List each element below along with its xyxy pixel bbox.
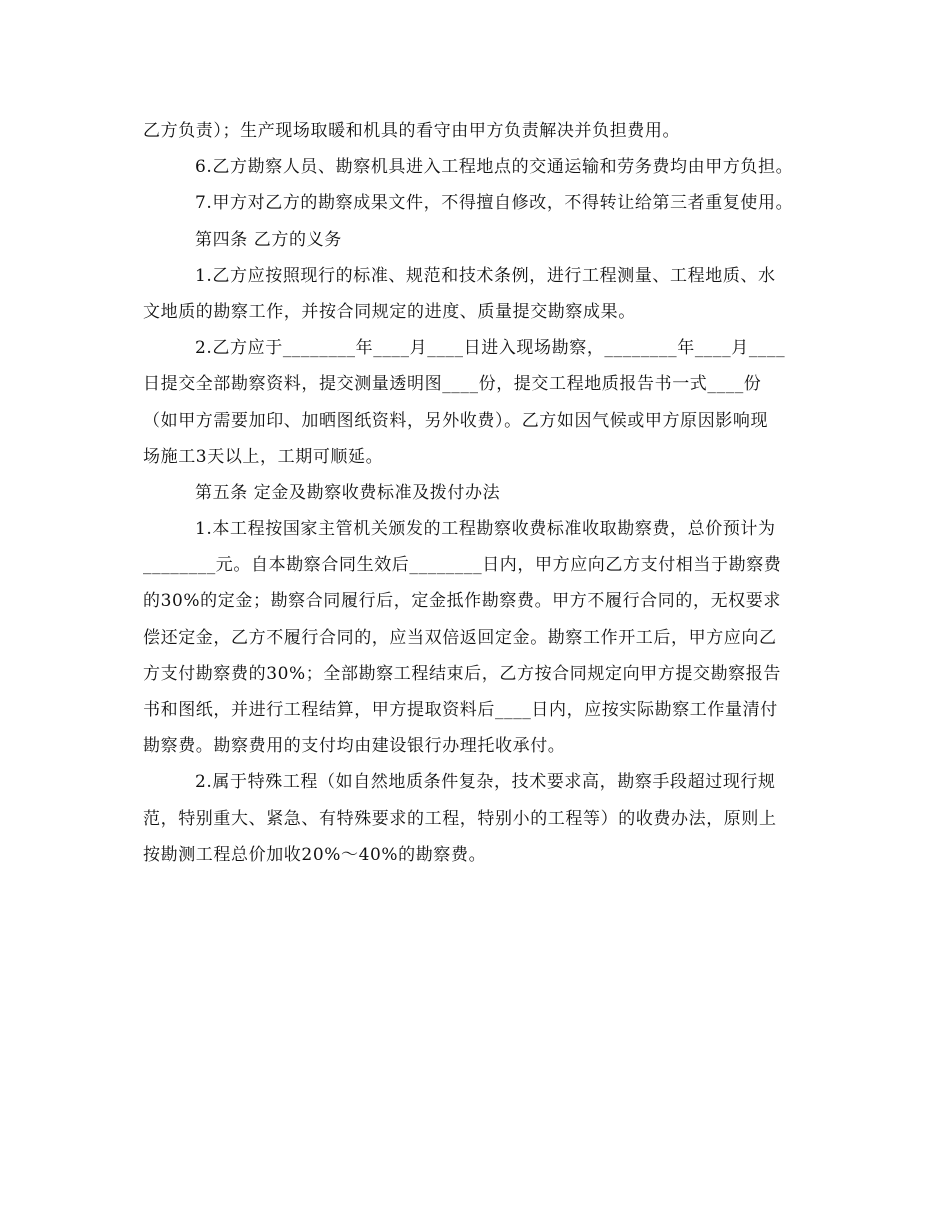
- text-line: 范，特别重大、紧急、有特殊要求的工程，特别小的工程等）的收费办法，原则上: [143, 808, 777, 829]
- article-4-heading: 第四条 乙方的义务: [195, 229, 342, 250]
- text-line: 日提交全部勘察资料，提交测量透明图____份，提交工程地质报告书一式____份: [143, 374, 762, 395]
- text-line: ________元。自本勘察合同生效后________日内，甲方应向乙方支付相当于勘察费: [143, 555, 782, 576]
- text-line: 乙方负责）；生产现场取暖和机具的看守由甲方负责解决并负担费用。: [143, 121, 681, 141]
- clause-7: 7.甲方对乙方的勘察成果文件，不得擅自修改，不得转让给第三者重复使用。: [195, 193, 794, 214]
- clause-6: 6.乙方勘察人员、勘察机具进入工程地点的交通运输和劳务费均由甲方负担。: [195, 157, 794, 178]
- article-4-clause-2: 2.乙方应于________年____月____日进入现场勘察，________年____月____: [195, 338, 786, 359]
- text-line: 文地质的勘察工作，并按合同规定的进度、质量提交勘察成果。: [143, 301, 636, 322]
- text-line: （如甲方需要加印、加晒图纸资料，另外收费）。乙方如因气候或甲方原因影响现: [143, 410, 769, 431]
- article-5-clause-1: 1.本工程按国家主管机关颁发的工程勘察收费标准收取勘察费，总价预计为: [195, 519, 776, 540]
- document-body: [143, 113, 823, 873]
- article-4-clause-1: 1.乙方应按照现行的标准、规范和技术条例，进行工程测量、工程地质、水: [195, 265, 776, 286]
- text-line: 偿还定金，乙方不履行合同的，应当双倍返回定金。勘察工作开工后，甲方应向乙: [143, 627, 777, 648]
- text-line: 方支付勘察费的30%；全部勘察工程结束后，乙方按合同规定向甲方提交勘察报告: [143, 663, 781, 684]
- text-line: 勘察费。勘察费用的支付均由建设银行办理托收承付。: [143, 736, 566, 757]
- article-5-heading: 第五条 定金及勘察收费标准及拨付办法: [195, 482, 501, 503]
- text-line: 场施工3天以上，工期可顺延。: [143, 446, 384, 467]
- article-5-clause-2: 2.属于特殊工程（如自然地质条件复杂，技术要求高，勘察手段超过现行规: [195, 772, 776, 793]
- text-line: 的30%的定金；勘察合同履行后，定金抵作勘察费。甲方不履行合同的，无权要求: [143, 591, 781, 612]
- text-line: 按勘测工程总价加收20%～40%的勘察费。: [143, 844, 487, 865]
- text-line: 书和图纸，并进行工程结算，甲方提取资料后____日内，应按实际勘察工作量清付: [143, 700, 778, 720]
